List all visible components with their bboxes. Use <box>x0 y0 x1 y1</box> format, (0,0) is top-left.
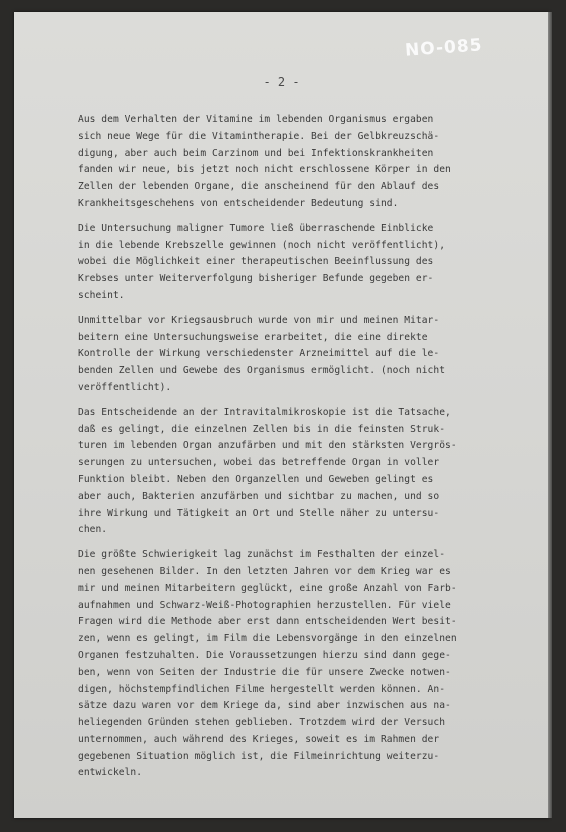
text-line: veröffentlicht). <box>78 381 172 393</box>
text-line: entwickeln. <box>78 767 143 779</box>
page-edge-shadow <box>548 12 552 818</box>
text-line: digung, aber auch beim Carzinom und bei Infektionskrankheiten <box>78 147 434 159</box>
text-line: sätze dazu waren vor dem Kriege da, sind aber inzwischen aus na- <box>78 700 451 712</box>
document-body <box>78 112 538 782</box>
text-line: Kontrolle der Wirkung verschiedenster Arzneimittel auf die le- <box>78 348 440 360</box>
text-line: nen gesehenen Bilder. In den letzten Jahren vor dem Krieg war es <box>78 565 451 577</box>
document-page <box>14 12 549 818</box>
text-line: Das Entscheidende an der Intravitalmikroskopie ist die Tatsache, <box>78 406 451 418</box>
paragraph <box>78 112 538 213</box>
text-line: serungen zu untersuchen, wobei das betreffende Organ in voller <box>78 457 440 469</box>
text-line: fanden wir neue, bis jetzt noch nicht erschlossene Körper in den <box>78 164 451 176</box>
text-line: heliegenden Gründen stehen geblieben. Trotzdem wird der Versuch <box>78 717 446 729</box>
text-line: zen, wenn es gelingt, im Film die Lebensvorgänge in den einzelnen <box>78 633 457 645</box>
text-line: Zellen der lebenden Organe, die anscheinend für den Ablauf des <box>78 181 440 193</box>
text-line: benden Zellen und Gewebe des Organismus ermöglicht. (noch nicht <box>78 365 446 377</box>
text-line: Organen festzuhalten. Die Voraussetzungen hierzu sind dann gege- <box>78 649 451 661</box>
text-line: Die größte Schwierigkeit lag zunächst im Festhalten der einzel- <box>78 549 446 561</box>
text-line: Funktion bleibt. Neben den Organzellen und Geweben gelingt es <box>78 473 434 485</box>
paragraph <box>78 313 538 397</box>
text-line: gegebenen Situation möglich ist, die Filmeinrichtung weiterzu- <box>78 750 440 762</box>
paragraph <box>78 405 538 539</box>
text-line: aufnahmen und Schwarz-Weiß-Photographien herzustellen. Für viele <box>78 599 451 611</box>
text-line: Krebses unter Weiterverfolgung bisheriger Befunde gegeben er- <box>78 273 434 285</box>
paragraph <box>78 221 538 305</box>
text-line: wobei die Möglichkeit einer therapeutischen Beeinflussung des <box>78 256 434 268</box>
paragraph <box>78 547 538 782</box>
text-line: Fragen wird die Methode aber erst dann entscheidenden Wert besit- <box>78 616 457 628</box>
text-line: beitern eine Untersuchungsweise erarbeitet, die eine direkte <box>78 331 428 343</box>
text-line: unternommen, auch während des Krieges, soweit es im Rahmen der <box>78 733 440 745</box>
text-line: mir und meinen Mitarbeitern geglückt, eine große Anzahl von Farb- <box>78 582 457 594</box>
text-line: Die Untersuchung maligner Tumore ließ überraschende Einblicke <box>78 222 434 234</box>
page-number: - 2 - <box>263 75 300 89</box>
text-line: scheint. <box>78 289 125 301</box>
archive-stamp: NO-085 <box>404 35 484 61</box>
text-line: daß es gelingt, die einzelnen Zellen bis in die feinsten Struk- <box>78 423 446 435</box>
text-line: Unmittelbar vor Kriegsausbruch wurde von mir und meinen Mitar- <box>78 314 440 326</box>
text-line: aber auch, Bakterien anzufärben und sichtbar zu machen, und so <box>78 490 440 502</box>
text-line: Krankheitsgeschehens von entscheidender Bedeutung sind. <box>78 197 399 209</box>
text-line: Aus dem Verhalten der Vitamine im lebenden Organismus ergaben <box>78 114 434 125</box>
text-line: turen im lebenden Organ anzufärben und mit den stärksten Vergrös- <box>78 440 457 452</box>
text-line: digen, höchstempfindlichen Filme hergestellt werden können. An- <box>78 683 446 695</box>
text-line: in die lebende Krebszelle gewinnen (noch nicht veröffentlicht), <box>78 239 446 251</box>
text-line: ben, wenn von Seiten der Industrie die für unsere Zwecke notwen- <box>78 666 451 678</box>
text-line: chen. <box>78 524 108 536</box>
text-line: sich neue Wege für die Vitamintherapie. Bei der Gelbkreuzschä- <box>78 130 440 142</box>
text-line: ihre Wirkung und Tätigkeit an Ort und Stelle näher zu untersu- <box>78 507 440 519</box>
